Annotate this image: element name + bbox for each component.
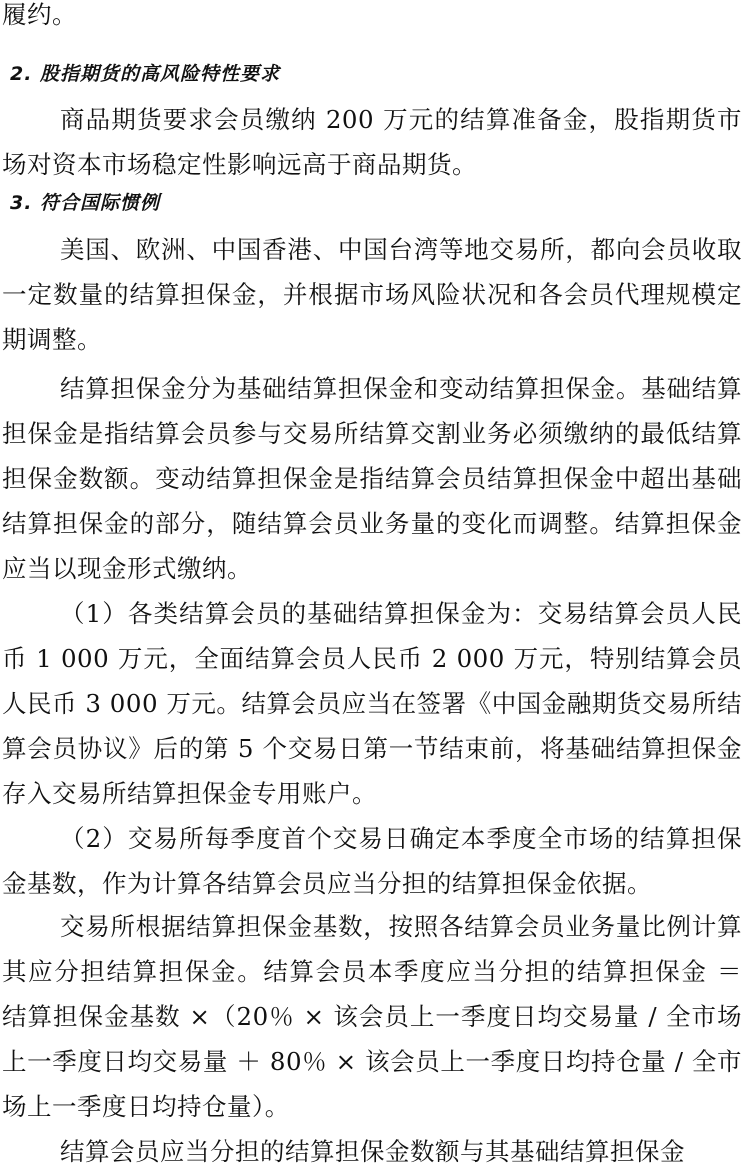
paragraph-formula: 交易所根据结算担保金基数，按照各结算会员业务量比例计算其应分担结算担保金。结算会员本季度应当分担的结算担保金 ＝ 结算担保金基数 ×（20％ × 该会员上一季度日均交易量 / 全市场上一季度日均交易量 ＋ 80％ × 该会员上一季度日均持仓量 / 全市场上一季度日均持仓量）。 — [2, 912, 742, 1121]
paragraph-international-practice: 美国、欧洲、中国香港、中国台湾等地交易所，都向会员收取一定数量的结算担保金，并根据市场风险状况和各会员代理规模定期调整。 — [2, 235, 742, 354]
section-heading-3: 3. 符合国际惯例 — [10, 192, 161, 214]
paragraph-item-1: （1）各类结算会员的基础结算担保金为：交易结算会员人民币 1 000 万元，全面结算会员人民币 2 000 万元，特别结算会员人民币 3 000 万元。结算会员应当在签署《中国金融期货交易所结算会员协议》后的第 5 个交易日第一节结束前，将基础结算担保金存入交易所结算担保金专用账户。 — [2, 599, 742, 808]
paragraph-settlement-reserve: 商品期货要求会员缴纳 200 万元的结算准备金，股指期货市场对资本市场稳定性影响远高于商品期货。 — [2, 105, 742, 179]
paragraph-guarantee-types: 结算担保金分为基础结算担保金和变动结算担保金。基础结算担保金是指结算会员参与交易所结算交割业务必须缴纳的最低结算担保金数额。变动结算担保金是指结算会员结算担保金中超出基础结算担保金的部分，随结算会员业务量的变化而调整。结算担保金应当以现金形式缴纳。 — [2, 374, 742, 583]
paragraph-continuation: 履约。 — [2, 0, 77, 29]
section-heading-2: 2. 股指期货的高风险特性要求 — [10, 63, 281, 85]
paragraph-trailing: 结算会员应当分担的结算担保金数额与其基础结算担保金 — [60, 1137, 685, 1166]
paragraph-item-2: （2）交易所每季度首个交易日确定本季度全市场的结算担保金基数，作为计算各结算会员应当分担的结算担保金依据。 — [2, 824, 742, 898]
